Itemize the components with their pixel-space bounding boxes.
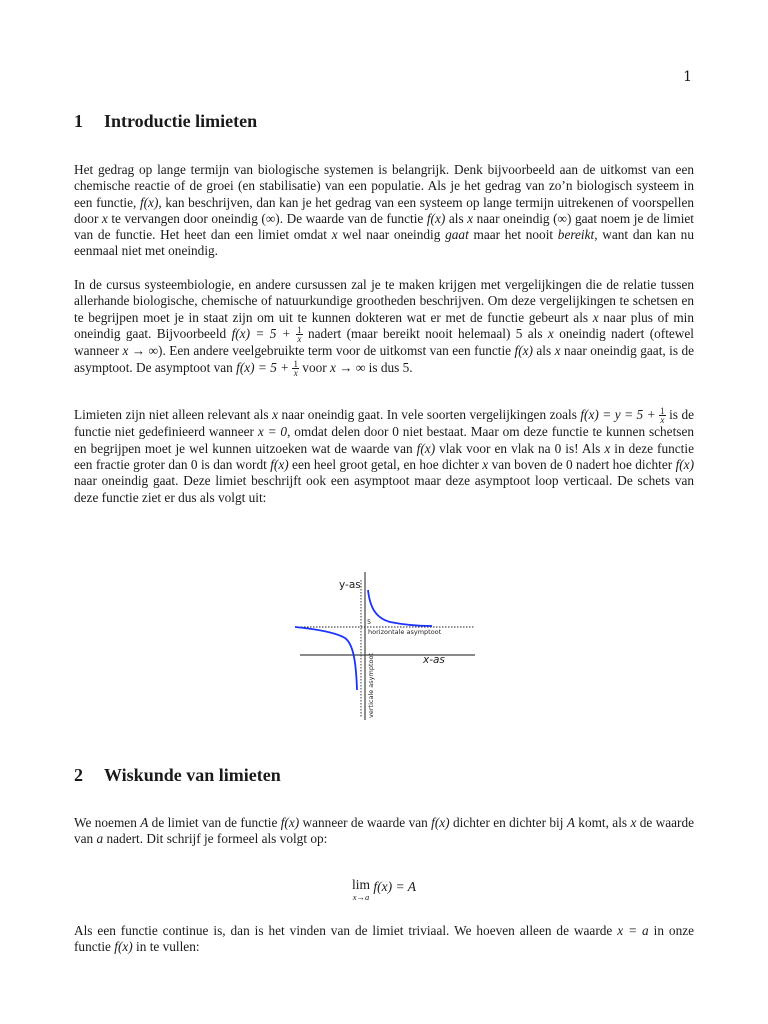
page-number: 1 — [683, 69, 692, 85]
asymptote-value-label: 5 — [367, 618, 372, 626]
section-2-paragraph-1: We noemen A de limiet van de functie f(x) wanneer de waarde van f(x) dichter en dichter bij A komt, als x de waarde van a nadert. Dit schrijf je formeel als volgt op: — [74, 815, 695, 847]
formula-rest: f(x) = A — [370, 879, 416, 894]
limit-formula — [0, 879, 768, 903]
vertical-asymptote-label: verticale asymptoot — [367, 652, 375, 718]
x-axis-label: x-as — [423, 654, 445, 666]
section-1-number: 1 — [74, 111, 83, 131]
figure-background — [290, 560, 480, 720]
section-1-paragraph-1: Het gedrag op lange termijn van biologische systemen is belangrijk. Denk bijvoorbeeld aan de uitkomst van een chemische reactie of de groei (en stabilisatie) van een populatie. Als je het gedrag van zo’n biologisch systeem in een functie, f(x), kan beschrijven, dan kan je het gedrag van een systeem op lange termijn uitrekenen of voorspellen door x te vervangen door oneindig (∞). De waarde van de functie f(x) als x naar oneindig (∞) gaat noem je de limiet van de functie. Het heet dan een limiet omdat x wel naar oneindig gaat maar het nooit bereikt, want dan kan nu eenmaal niet met oneindig. — [74, 162, 694, 259]
section-2-number: 2 — [74, 765, 83, 785]
horizontal-asymptote-label: horizontale asymptoot — [368, 628, 442, 636]
section-2-paragraph-2: Als een functie continue is, dan is het vinden van de limiet triviaal. We hoeven alleen de waarde x = a in onze functie f(x) in te vullen: — [74, 923, 695, 955]
section-2-title: Wiskunde van limieten — [104, 765, 281, 785]
section-1-heading — [74, 111, 257, 132]
section-2-heading — [74, 765, 281, 786]
section-1-title: Introductie limieten — [104, 111, 258, 131]
formula-lim: lim — [352, 877, 371, 892]
y-axis-label: y-as — [339, 579, 361, 591]
formula-subscript: x→a — [352, 892, 370, 902]
section-1-paragraph-3: Limieten zijn niet alleen relevant als x naar oneindig gaat. In vele soorten vergelijkingen zoals f(x) = y = 5 + $\frac{1}{x}$ is de functie niet gedefinieerd wanneer x = 0, omdat delen door 0 niet bestaat. Maar om deze functie te kunnen schetsen en begrijpen moet je wel kunnen uitzoeken wat de waarde van f(x) vlak voor en vlak na 0 is! Als x in deze functie een fractie groter dan 0 is dan wordt f(x) een heel groot getal, en hoe dichter x van boven de 0 nadert hoe dichter f(x) naar oneindig gaat. Deze limiet beschrijft ook een asymptoot maar deze asymptoot loop verticaal. De schets van deze functie ziet er dus als volgt uit: — [74, 406, 695, 505]
asymptote-figure — [290, 560, 480, 720]
section-1-paragraph-2: In de cursus systeembiologie, en andere cursussen zal je te maken krijgen met vergelijkingen die de relatie tussen allerhande biologische, chemische of natuurkundige grootheden beschrijven. Om deze vergelijkingen te schetsen en te begrijpen moet je in staat zijn om uit te kunnen dokteren wat er met de functie gebeurt als x naar plus of min oneindig gaat. Bijvoorbeeld f(x) = 5 + $\frac{1}{x}$ nadert (maar bereikt nooit helemaal) 5 als x oneindig nadert (oftewel wanneer x → ∞). Een andere veelgebruikte term voor de uitkomst van een functie f(x) als x naar oneindig gaat, is de asymptoot. De asymptoot van f(x) = 5 + $\frac{1}{x}$ voor x → ∞ is dus 5. — [74, 277, 695, 379]
